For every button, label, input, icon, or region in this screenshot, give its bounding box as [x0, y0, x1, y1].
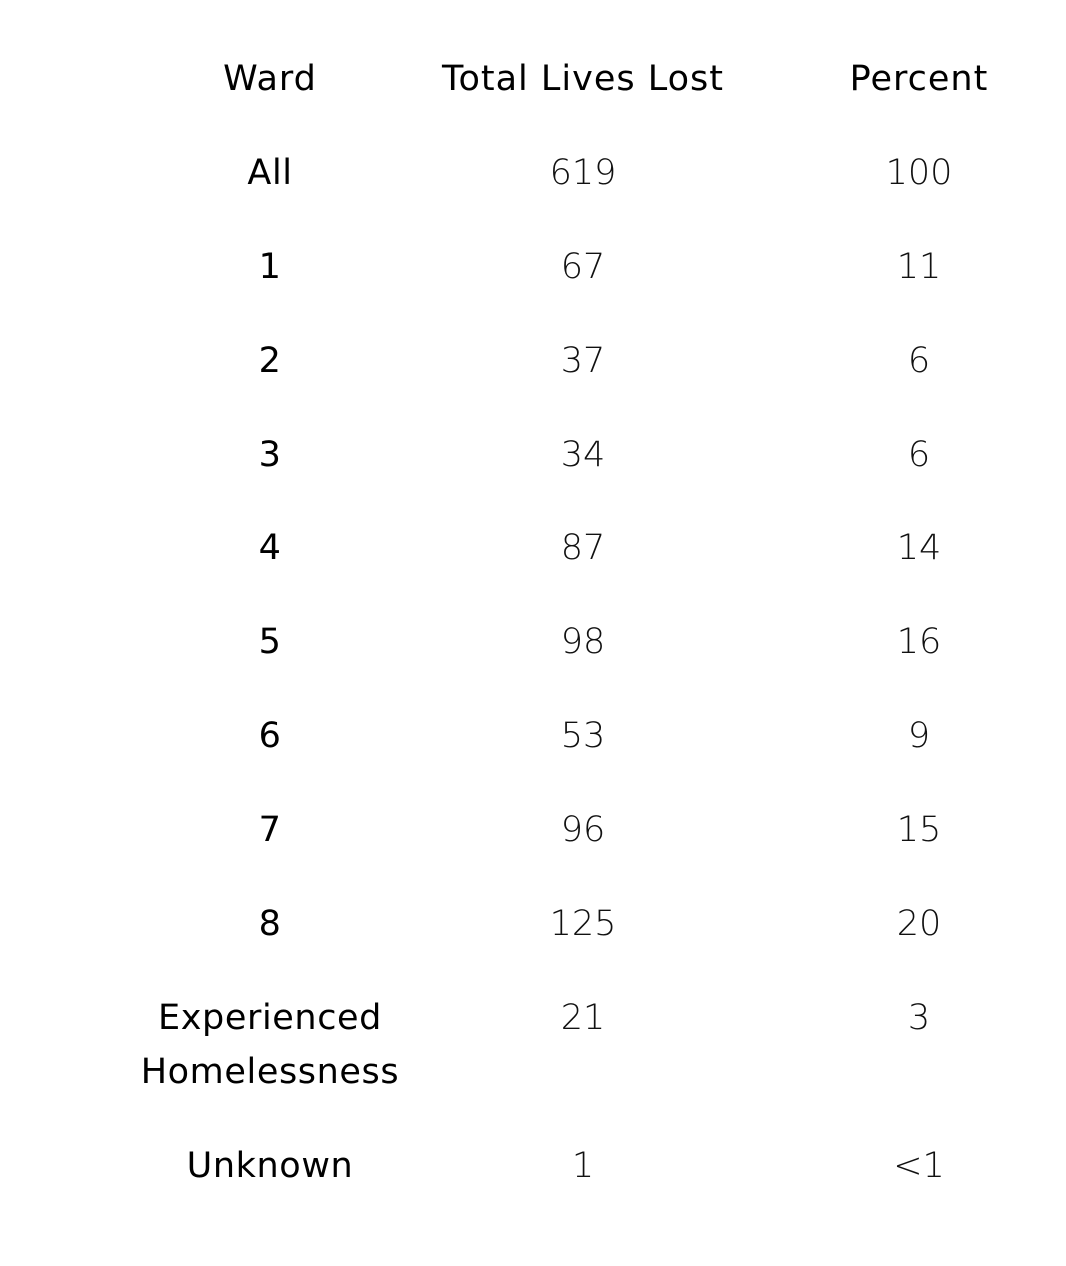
row-ward-5-total: 98 [560, 622, 606, 662]
row-all-percent: 100 [885, 153, 953, 193]
column-header-ward: Ward [223, 59, 317, 99]
row-unknown-percent: <1 [893, 1146, 945, 1186]
row-ward-2-percent: 6 [907, 341, 931, 381]
row-ward-2-ward: 2 [258, 341, 282, 381]
row-ward-6-ward: 6 [258, 716, 282, 756]
row-ward-2-total: 37 [560, 341, 606, 381]
row-ward-5-ward: 5 [258, 622, 282, 662]
row-ward-3-total: 34 [560, 435, 606, 475]
row-all-total: 619 [549, 153, 617, 193]
row-ward-5-percent: 16 [896, 622, 942, 662]
row-ward-8-ward: 8 [258, 904, 282, 944]
row-ward-6-total: 53 [560, 716, 606, 756]
row-ward-4-ward: 4 [258, 528, 282, 568]
row-ward-7-percent: 15 [896, 810, 942, 850]
row-experienced-homelessness-total: 21 [560, 998, 606, 1038]
row-ward-7-ward: 7 [258, 810, 282, 850]
row-unknown-ward: Unknown [186, 1146, 354, 1186]
row-ward-4-percent: 14 [896, 528, 942, 568]
row-ward-6-percent: 9 [907, 716, 931, 756]
row-experienced-homelessness-percent: 3 [907, 998, 931, 1038]
row-ward-3-ward: 3 [258, 435, 282, 475]
row-all-ward: All [247, 153, 293, 193]
row-unknown-total: 1 [571, 1146, 595, 1186]
row-ward-8-percent: 20 [896, 904, 942, 944]
row-ward-1-percent: 11 [896, 247, 942, 287]
row-ward-7-total: 96 [560, 810, 606, 850]
row-experienced-homelessness-ward: Experienced Homelessness [140, 998, 400, 1092]
row-ward-4-total: 87 [560, 528, 606, 568]
row-ward-1-total: 67 [560, 247, 606, 287]
column-header-total-lives-lost: Total Lives Lost [442, 59, 724, 99]
row-ward-8-total: 125 [549, 904, 617, 944]
column-header-percent: Percent [849, 59, 989, 99]
row-ward-3-percent: 6 [907, 435, 931, 475]
row-ward-1-ward: 1 [258, 247, 282, 287]
